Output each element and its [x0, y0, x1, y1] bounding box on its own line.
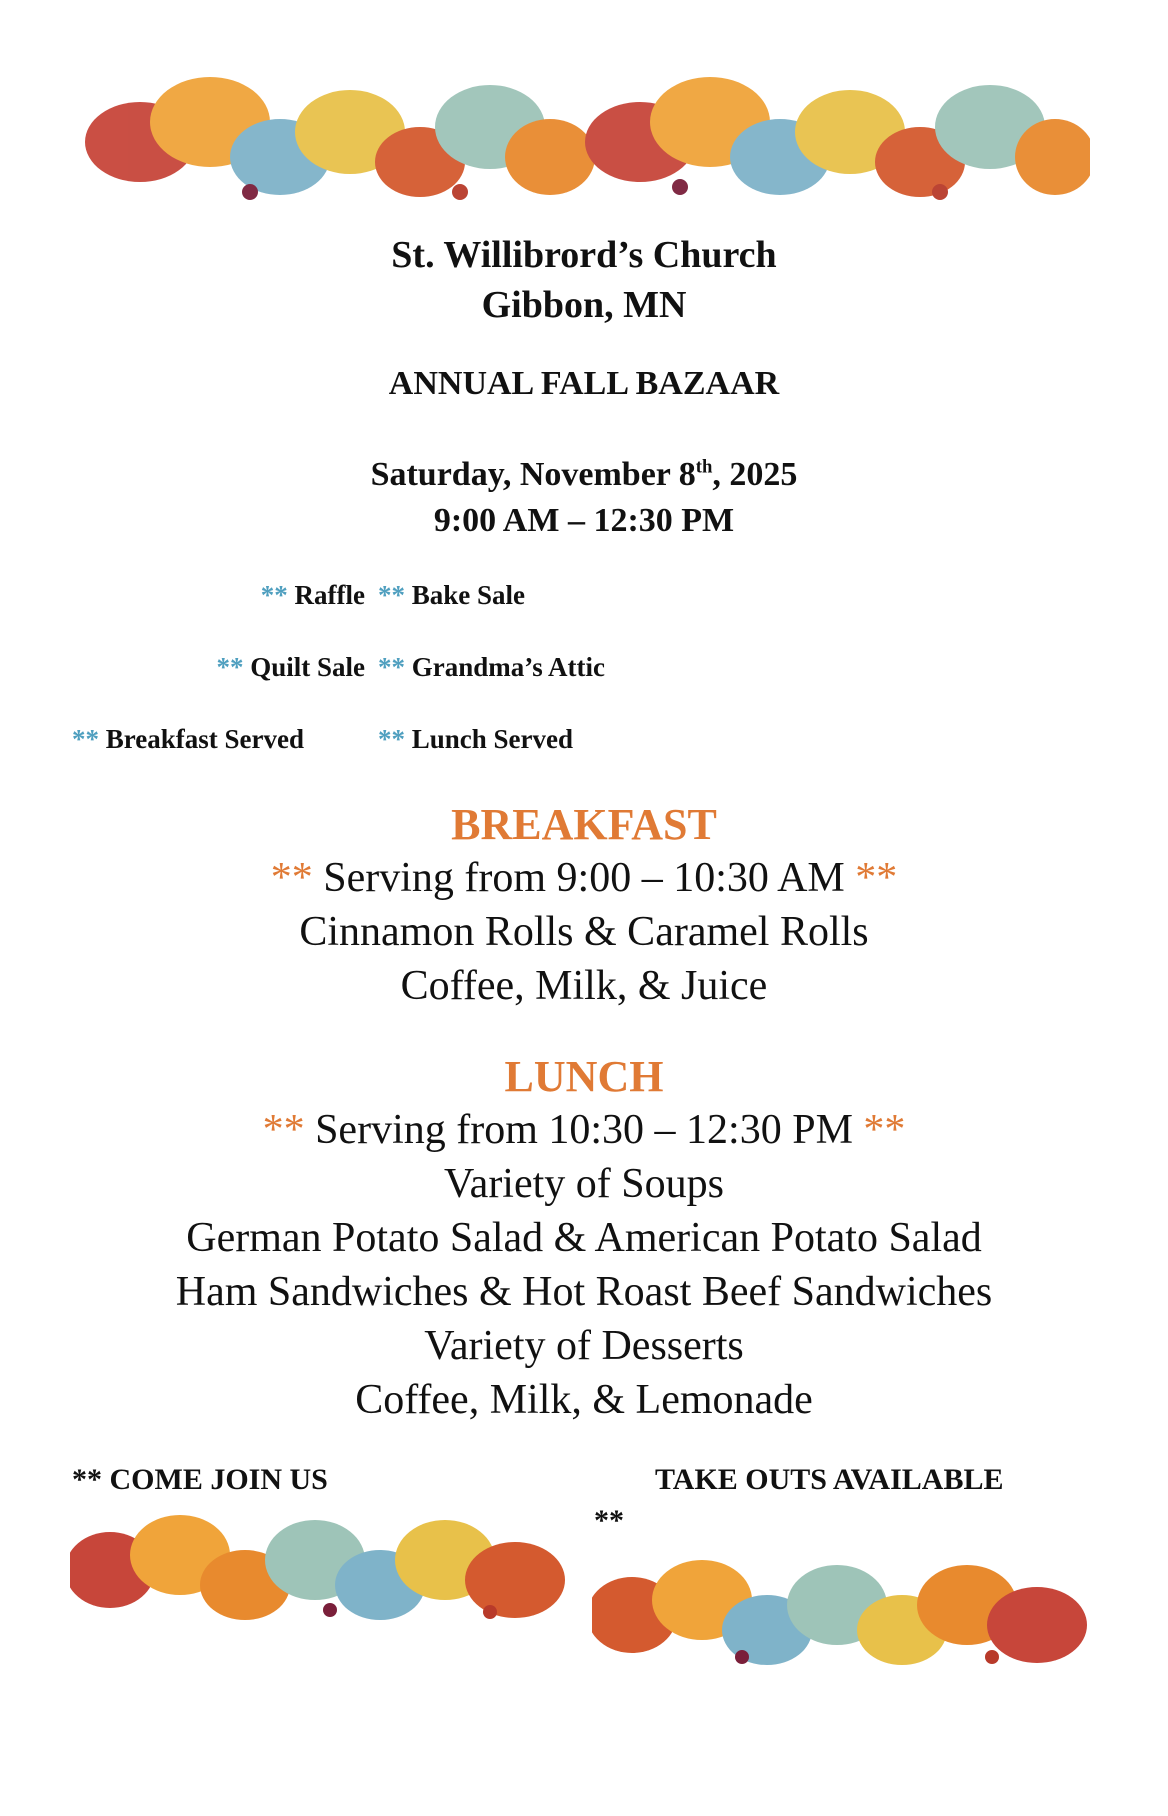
serving-stars-right: **	[855, 855, 898, 901]
event-date-suffix: th	[695, 456, 713, 478]
bullet-stars: **	[378, 652, 405, 682]
event-date	[0, 452, 1168, 498]
take-outs-available: TAKE OUTS AVAILABLE	[655, 1463, 1004, 1496]
breakfast-item: Coffee, Milk, & Juice	[400, 963, 768, 1009]
serving-stars-left: **	[270, 855, 313, 901]
lunch-item: Variety of Soups	[444, 1161, 724, 1207]
lunch-item: Coffee, Milk, & Lemonade	[355, 1377, 813, 1423]
bullet-stars: **	[378, 580, 405, 610]
lunch-serving	[0, 1103, 1168, 1157]
come-join-us: ** COME JOIN US	[72, 1463, 328, 1496]
event-date-main: Saturday, November 8	[370, 456, 696, 493]
bullet-stars: **	[378, 724, 405, 754]
feature-lunch-served-label: Lunch Served	[411, 724, 574, 754]
breakfast-serving-text: Serving from 9:00 – 10:30 AM	[323, 855, 845, 901]
bullet-stars: **	[216, 652, 244, 682]
lunch-item: Ham Sandwiches & Hot Roast Beef Sandwiches	[175, 1269, 993, 1315]
autumn-leaves-icon	[80, 62, 1090, 212]
bottom-left-leaf-garland	[70, 1500, 575, 1630]
feature-grandmas-attic	[378, 652, 605, 683]
feature-lunch-served	[378, 724, 573, 755]
feature-grandmas-attic-label: Grandma’s Attic	[411, 652, 605, 682]
event-date-year: , 2025	[712, 456, 798, 493]
feature-raffle-label: Raffle	[294, 580, 365, 610]
lunch-serving-text: Serving from 10:30 – 12:30 PM	[315, 1107, 853, 1153]
feature-bake-sale	[378, 580, 525, 611]
lunch-item: German Potato Salad & American Potato Salad	[186, 1215, 982, 1261]
take-outs-stars: **	[594, 1504, 624, 1537]
feature-quilt-sale	[0, 652, 365, 683]
bottom-right-leaf-garland	[592, 1545, 1097, 1675]
feature-bake-sale-label: Bake Sale	[411, 580, 526, 610]
serving-stars-right: **	[863, 1107, 906, 1153]
bullet-stars: **	[72, 724, 99, 754]
autumn-leaves-icon	[70, 1500, 575, 1630]
top-leaf-garland	[80, 62, 1090, 212]
breakfast-serving	[0, 851, 1168, 905]
feature-quilt-sale-label: Quilt Sale	[250, 652, 365, 682]
feature-breakfast-served	[72, 724, 304, 755]
autumn-leaves-icon	[592, 1545, 1097, 1675]
feature-breakfast-served-label: Breakfast Served	[105, 724, 304, 754]
lunch-item: Variety of Desserts	[424, 1323, 744, 1369]
breakfast-item: Cinnamon Rolls & Caramel Rolls	[299, 909, 869, 955]
bullet-stars: **	[260, 580, 288, 610]
church-location: Gibbon, MN	[481, 284, 687, 326]
breakfast-title: BREAKFAST	[451, 800, 717, 849]
event-title: ANNUAL FALL BAZAAR	[388, 365, 780, 402]
feature-raffle	[0, 580, 365, 611]
church-name: St. Willibrord’s Church	[391, 234, 777, 276]
serving-stars-left: **	[262, 1107, 305, 1153]
event-time: 9:00 AM – 12:30 PM	[433, 502, 735, 539]
lunch-title: LUNCH	[504, 1052, 664, 1101]
